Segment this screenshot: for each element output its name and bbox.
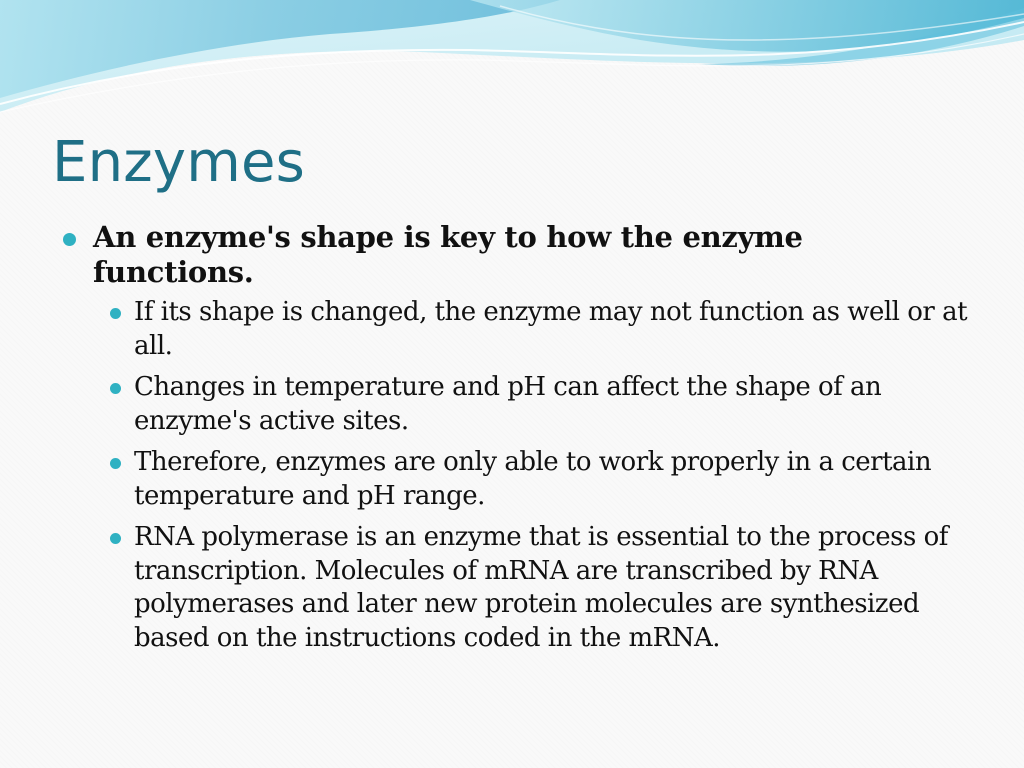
slide-body (60, 220, 970, 663)
bullet-dot-icon (110, 533, 121, 544)
main-bullet-list (60, 220, 970, 655)
sub-bullet-text: RNA polymerase is an enzyme that is essential to the process of transcription. Molecules of mRNA are transcribed by RNA polymerases and later new protein molecules are synthesized based on the instructions coded in the mRNA. (134, 522, 948, 653)
sub-bullet-item (94, 296, 970, 363)
sub-bullet-item (94, 446, 970, 513)
slide-title: Enzymes (52, 130, 305, 195)
sub-bullet-text: Therefore, enzymes are only able to work properly in a certain temperature and pH range. (134, 447, 932, 511)
header-wave-decoration (0, 0, 1024, 130)
main-bullet-text: An enzyme's shape is key to how the enzyme functions. (93, 220, 803, 289)
sub-bullet-text: If its shape is changed, the enzyme may not function as well or at all. (134, 297, 968, 361)
bullet-dot-icon (110, 383, 121, 394)
bullet-dot-icon (110, 308, 121, 319)
sub-bullet-list (93, 296, 970, 655)
bullet-dot-icon (110, 458, 121, 469)
sub-bullet-item (94, 521, 970, 655)
bullet-dot-icon (63, 233, 76, 246)
sub-bullet-item (94, 371, 970, 438)
main-bullet-item (60, 220, 970, 655)
sub-bullet-text: Changes in temperature and pH can affect the shape of an enzyme's active sites. (134, 372, 882, 436)
